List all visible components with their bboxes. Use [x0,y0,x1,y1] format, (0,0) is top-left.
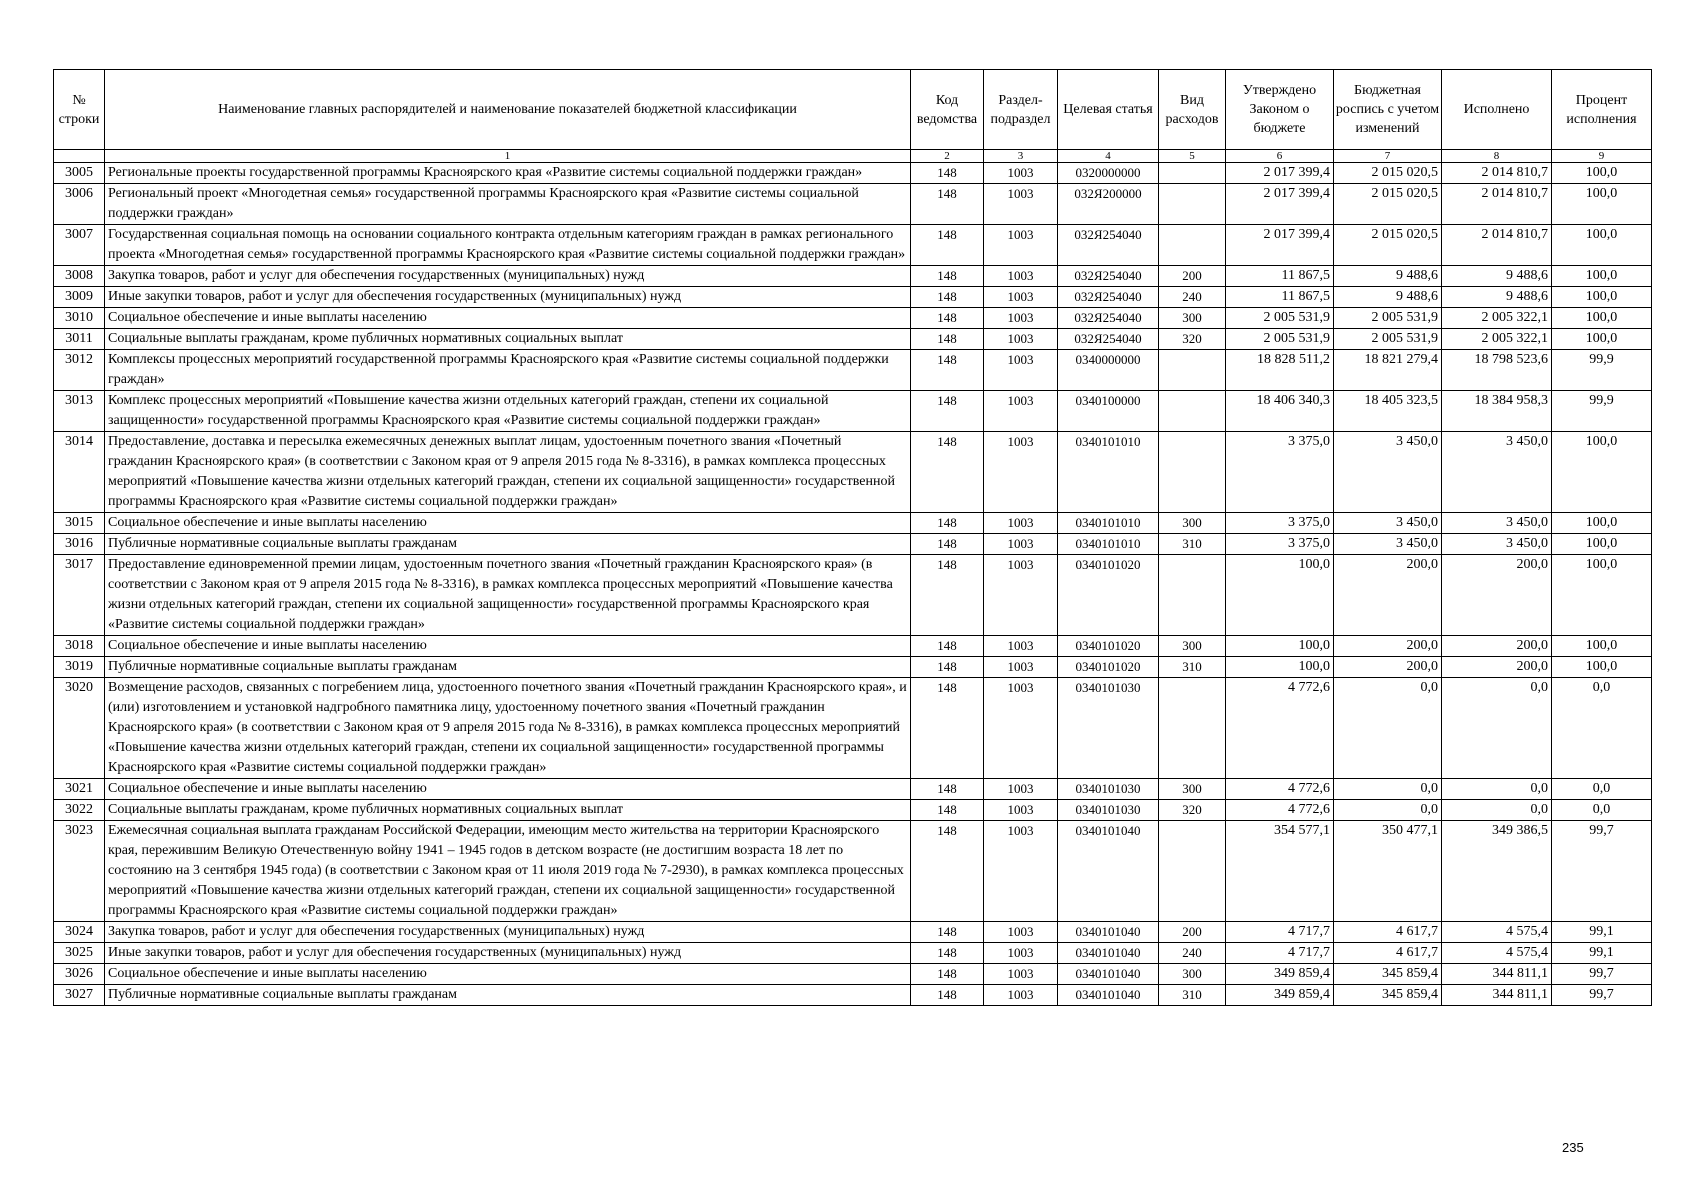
row-budget-list: 3 450,0 [1334,534,1442,555]
row-number: 3020 [54,678,105,779]
row-number: 3006 [54,184,105,225]
row-expense-type [1159,391,1226,432]
row-number: 3019 [54,657,105,678]
row-dept-code: 148 [911,266,984,287]
row-section: 1003 [984,922,1058,943]
row-executed: 2 014 810,7 [1442,184,1552,225]
row-expense-type [1159,225,1226,266]
row-executed: 0,0 [1442,800,1552,821]
row-expense-type: 320 [1159,329,1226,350]
row-number: 3013 [54,391,105,432]
column-number: 7 [1334,150,1442,163]
row-number: 3012 [54,350,105,391]
header-executed: Исполнено [1442,70,1552,150]
table-row [54,534,1652,555]
row-number: 3010 [54,308,105,329]
row-budget-list: 3 450,0 [1334,513,1442,534]
budget-table [53,69,1652,1006]
row-target: 032Я254040 [1058,308,1159,329]
row-target: 0340101020 [1058,657,1159,678]
row-budget-list: 0,0 [1334,779,1442,800]
row-executed: 349 386,5 [1442,821,1552,922]
row-name: Социальное обеспечение и иные выплаты населению [105,513,911,534]
row-dept-code: 148 [911,985,984,1006]
table-row [54,432,1652,513]
column-number: 4 [1058,150,1159,163]
row-dept-code: 148 [911,287,984,308]
row-approved: 4 772,6 [1226,800,1334,821]
row-percent: 0,0 [1552,779,1652,800]
row-name: Закупка товаров, работ и услуг для обеспечения государственных (муниципальных) нужд [105,266,911,287]
row-executed: 3 450,0 [1442,432,1552,513]
row-approved: 2 017 399,4 [1226,184,1334,225]
row-number: 3011 [54,329,105,350]
row-target: 0340101020 [1058,636,1159,657]
table-row [54,943,1652,964]
table-row [54,922,1652,943]
row-name: Социальное обеспечение и иные выплаты населению [105,636,911,657]
row-target: 0340101010 [1058,534,1159,555]
row-section: 1003 [984,513,1058,534]
row-target: 0340101040 [1058,943,1159,964]
row-dept-code: 148 [911,678,984,779]
row-name: Социальные выплаты гражданам, кроме публичных нормативных социальных выплат [105,800,911,821]
row-dept-code: 148 [911,350,984,391]
row-section: 1003 [984,266,1058,287]
row-target: 032Я254040 [1058,266,1159,287]
table-row [54,636,1652,657]
row-executed: 18 384 958,3 [1442,391,1552,432]
row-section: 1003 [984,636,1058,657]
row-target: 0340101030 [1058,800,1159,821]
row-target: 0320000000 [1058,163,1159,184]
row-budget-list: 2 015 020,5 [1334,163,1442,184]
table-row [54,513,1652,534]
table-row [54,985,1652,1006]
row-executed: 3 450,0 [1442,534,1552,555]
row-executed: 200,0 [1442,657,1552,678]
row-name: Публичные нормативные социальные выплаты гражданам [105,657,911,678]
row-percent: 100,0 [1552,225,1652,266]
row-section: 1003 [984,657,1058,678]
table-row [54,678,1652,779]
row-expense-type [1159,555,1226,636]
row-name: Социальное обеспечение и иные выплаты населению [105,779,911,800]
row-target: 0340101020 [1058,555,1159,636]
row-target: 0340101030 [1058,678,1159,779]
row-budget-list: 2 005 531,9 [1334,308,1442,329]
row-name: Региональный проект «Многодетная семья» государственной программы Красноярского края «Развитие системы социальной поддержки граждан» [105,184,911,225]
row-name: Ежемесячная социальная выплата гражданам Российской Федерации, имеющим место жительства на территории Красноярского края, пережившим Великую Отечественную войну 1941 – 1945 годов в детском возрасте (не достигшим возраста 18 лет по состоянию на 3 сентября 1945 года) (в соответствии с Законом края от 11 июля 2019 года № 7-2930), в рамках комплекса процессных мероприятий «Повышение качества жизни отдельных категорий граждан, степени их социальной защищенности» государственной программы Красноярского края «Развитие системы социальной поддержки граждан» [105,821,911,922]
row-approved: 349 859,4 [1226,964,1334,985]
column-number: 2 [911,150,984,163]
row-budget-list: 2 005 531,9 [1334,329,1442,350]
row-section: 1003 [984,985,1058,1006]
row-executed: 200,0 [1442,636,1552,657]
row-percent: 100,0 [1552,163,1652,184]
row-target: 032Я254040 [1058,225,1159,266]
row-expense-type: 320 [1159,800,1226,821]
row-budget-list: 18 405 323,5 [1334,391,1442,432]
row-target: 0340101040 [1058,821,1159,922]
row-approved: 18 828 511,2 [1226,350,1334,391]
row-target: 0340101040 [1058,985,1159,1006]
row-section: 1003 [984,184,1058,225]
header-target: Целевая статья [1058,70,1159,150]
table-row [54,555,1652,636]
row-budget-list: 4 617,7 [1334,922,1442,943]
row-executed: 9 488,6 [1442,266,1552,287]
column-number [54,150,105,163]
table-row [54,184,1652,225]
row-dept-code: 148 [911,184,984,225]
table-row [54,163,1652,184]
row-number: 3026 [54,964,105,985]
row-approved: 4 717,7 [1226,922,1334,943]
table-body [54,163,1652,1006]
header-budget-list: Бюджетная роспись с учетом изменений [1334,70,1442,150]
row-dept-code: 148 [911,308,984,329]
row-dept-code: 148 [911,163,984,184]
row-executed: 2 014 810,7 [1442,225,1552,266]
row-budget-list: 2 015 020,5 [1334,184,1442,225]
row-percent: 100,0 [1552,636,1652,657]
row-approved: 2 005 531,9 [1226,308,1334,329]
row-name: Социальные выплаты гражданам, кроме публичных нормативных социальных выплат [105,329,911,350]
row-approved: 3 375,0 [1226,513,1334,534]
row-dept-code: 148 [911,329,984,350]
table-row [54,779,1652,800]
page-number: 235 [1562,1140,1584,1155]
row-approved: 349 859,4 [1226,985,1334,1006]
row-executed: 344 811,1 [1442,964,1552,985]
row-target: 032Я200000 [1058,184,1159,225]
row-name: Социальное обеспечение и иные выплаты населению [105,308,911,329]
row-expense-type [1159,821,1226,922]
header-section: Раздел-подраздел [984,70,1058,150]
row-percent: 100,0 [1552,329,1652,350]
row-percent: 99,1 [1552,943,1652,964]
row-number: 3005 [54,163,105,184]
row-approved: 3 375,0 [1226,432,1334,513]
column-number: 6 [1226,150,1334,163]
row-number: 3021 [54,779,105,800]
row-number: 3016 [54,534,105,555]
table-row [54,225,1652,266]
row-percent: 0,0 [1552,800,1652,821]
row-expense-type: 300 [1159,513,1226,534]
row-percent: 100,0 [1552,308,1652,329]
row-number: 3017 [54,555,105,636]
row-name: Иные закупки товаров, работ и услуг для обеспечения государственных (муниципальных) нужд [105,287,911,308]
row-dept-code: 148 [911,922,984,943]
row-number: 3023 [54,821,105,922]
table-row [54,964,1652,985]
row-target: 032Я254040 [1058,329,1159,350]
row-expense-type: 310 [1159,657,1226,678]
row-executed: 18 798 523,6 [1442,350,1552,391]
row-target: 0340000000 [1058,350,1159,391]
row-expense-type: 310 [1159,534,1226,555]
row-budget-list: 0,0 [1334,800,1442,821]
row-name: Комплекс процессных мероприятий «Повышение качества жизни отдельных категорий граждан, степени их социальной защищенности» государственной программы Красноярского края «Развитие системы социальной поддержки граждан» [105,391,911,432]
row-section: 1003 [984,329,1058,350]
row-approved: 4 772,6 [1226,779,1334,800]
row-target: 0340101040 [1058,922,1159,943]
row-dept-code: 148 [911,534,984,555]
row-section: 1003 [984,800,1058,821]
row-expense-type [1159,350,1226,391]
row-executed: 344 811,1 [1442,985,1552,1006]
row-dept-code: 148 [911,821,984,922]
row-dept-code: 148 [911,800,984,821]
table-row [54,350,1652,391]
column-number: 8 [1442,150,1552,163]
table-row [54,266,1652,287]
row-executed: 3 450,0 [1442,513,1552,534]
row-approved: 2 017 399,4 [1226,163,1334,184]
row-dept-code: 148 [911,391,984,432]
row-section: 1003 [984,779,1058,800]
row-dept-code: 148 [911,964,984,985]
row-dept-code: 148 [911,779,984,800]
row-expense-type: 310 [1159,985,1226,1006]
row-target: 0340101010 [1058,432,1159,513]
header-row [54,70,1652,150]
row-approved: 4 772,6 [1226,678,1334,779]
row-dept-code: 148 [911,225,984,266]
row-expense-type: 200 [1159,922,1226,943]
table-row [54,329,1652,350]
header-percent: Процент исполнения [1552,70,1652,150]
table-row [54,308,1652,329]
row-number: 3009 [54,287,105,308]
row-budget-list: 200,0 [1334,636,1442,657]
row-number: 3027 [54,985,105,1006]
row-section: 1003 [984,225,1058,266]
row-number: 3018 [54,636,105,657]
row-expense-type: 300 [1159,964,1226,985]
header-expense-type: Вид расходов [1159,70,1226,150]
header-row-no: № строки [54,70,105,150]
row-name: Предоставление, доставка и пересылка ежемесячных денежных выплат лицам, удостоенным почетного звания «Почетный гражданин Красноярского края» (в соответствии с Законом края от 9 апреля 2015 года № 8-3316), в рамках комплекса процессных мероприятий «Повышение качества жизни отдельных категорий граждан, степени их социальной защищенности» государственной программы Красноярского края «Развитие системы социальной поддержки граждан» [105,432,911,513]
row-name: Публичные нормативные социальные выплаты гражданам [105,985,911,1006]
row-target: 0340101040 [1058,964,1159,985]
row-approved: 3 375,0 [1226,534,1334,555]
row-budget-list: 0,0 [1334,678,1442,779]
row-expense-type: 240 [1159,287,1226,308]
table-row [54,287,1652,308]
row-section: 1003 [984,391,1058,432]
row-dept-code: 148 [911,513,984,534]
row-budget-list: 345 859,4 [1334,985,1442,1006]
row-section: 1003 [984,678,1058,779]
row-number: 3014 [54,432,105,513]
row-budget-list: 200,0 [1334,657,1442,678]
row-expense-type: 300 [1159,779,1226,800]
row-expense-type: 200 [1159,266,1226,287]
row-name: Комплексы процессных мероприятий государственной программы Красноярского края «Развитие системы социальной поддержки граждан» [105,350,911,391]
row-section: 1003 [984,555,1058,636]
row-name: Государственная социальная помощь на основании социального контракта отдельным категориям граждан в рамках регионального проекта «Многодетная семья» государственной программы Красноярского края «Развитие системы социальной поддержки граждан» [105,225,911,266]
row-name: Возмещение расходов, связанных с погребением лица, удостоенного почетного звания «Почетный гражданин Красноярского края», и (или) изготовлением и установкой надгробного памятника лицу, удостоенному почетного звания «Почетный гражданин Красноярского края» (в соответствии с Законом края от 9 апреля 2015 года № 8-3316), в рамках комплекса процессных мероприятий «Повышение качества жизни отдельных категорий граждан, степени их социальной защищенности» государственной программы Красноярского края «Развитие системы социальной поддержки граждан» [105,678,911,779]
row-percent: 0,0 [1552,678,1652,779]
header-approved: Утверждено Законом о бюджете [1226,70,1334,150]
row-percent: 99,7 [1552,985,1652,1006]
row-section: 1003 [984,534,1058,555]
column-number-row [54,150,1652,163]
row-expense-type [1159,432,1226,513]
row-percent: 99,9 [1552,350,1652,391]
row-name: Предоставление единовременной премии лицам, удостоенным почетного звания «Почетный гражданин Красноярского края» (в соответствии с Законом края от 9 апреля 2015 года № 8-3316), в рамках комплекса процессных мероприятий «Повышение качества жизни отдельных категорий граждан, степени их социальной защищенности» государственной программы Красноярского края «Развитие системы социальной поддержки граждан» [105,555,911,636]
row-section: 1003 [984,308,1058,329]
row-expense-type [1159,163,1226,184]
row-dept-code: 148 [911,555,984,636]
row-section: 1003 [984,821,1058,922]
row-budget-list: 18 821 279,4 [1334,350,1442,391]
row-executed: 4 575,4 [1442,943,1552,964]
row-percent: 100,0 [1552,266,1652,287]
row-budget-list: 350 477,1 [1334,821,1442,922]
row-executed: 0,0 [1442,678,1552,779]
row-number: 3025 [54,943,105,964]
row-approved: 100,0 [1226,555,1334,636]
row-section: 1003 [984,432,1058,513]
row-expense-type: 240 [1159,943,1226,964]
row-executed: 200,0 [1442,555,1552,636]
table-row [54,821,1652,922]
row-expense-type [1159,678,1226,779]
row-target: 0340101030 [1058,779,1159,800]
row-budget-list: 2 015 020,5 [1334,225,1442,266]
row-target: 0340101010 [1058,513,1159,534]
row-dept-code: 148 [911,432,984,513]
row-percent: 99,9 [1552,391,1652,432]
column-number: 3 [984,150,1058,163]
row-expense-type: 300 [1159,636,1226,657]
row-approved: 2 017 399,4 [1226,225,1334,266]
table-row [54,657,1652,678]
row-percent: 99,7 [1552,821,1652,922]
row-section: 1003 [984,163,1058,184]
row-approved: 11 867,5 [1226,266,1334,287]
row-dept-code: 148 [911,657,984,678]
row-approved: 354 577,1 [1226,821,1334,922]
row-section: 1003 [984,943,1058,964]
row-number: 3008 [54,266,105,287]
row-budget-list: 200,0 [1334,555,1442,636]
row-percent: 100,0 [1552,555,1652,636]
row-percent: 99,7 [1552,964,1652,985]
row-percent: 100,0 [1552,287,1652,308]
row-approved: 2 005 531,9 [1226,329,1334,350]
row-executed: 0,0 [1442,779,1552,800]
row-percent: 100,0 [1552,657,1652,678]
row-expense-type [1159,184,1226,225]
row-budget-list: 4 617,7 [1334,943,1442,964]
row-section: 1003 [984,350,1058,391]
row-number: 3015 [54,513,105,534]
row-budget-list: 3 450,0 [1334,432,1442,513]
column-number: 5 [1159,150,1226,163]
row-approved: 100,0 [1226,657,1334,678]
row-dept-code: 148 [911,943,984,964]
header-dept-code: Код ведомства [911,70,984,150]
row-name: Иные закупки товаров, работ и услуг для обеспечения государственных (муниципальных) нужд [105,943,911,964]
row-number: 3024 [54,922,105,943]
row-executed: 2 005 322,1 [1442,329,1552,350]
row-name: Региональные проекты государственной программы Красноярского края «Развитие системы социальной поддержки граждан» [105,163,911,184]
row-budget-list: 9 488,6 [1334,287,1442,308]
column-number: 1 [105,150,911,163]
row-percent: 99,1 [1552,922,1652,943]
row-percent: 100,0 [1552,534,1652,555]
row-section: 1003 [984,964,1058,985]
row-executed: 4 575,4 [1442,922,1552,943]
row-approved: 100,0 [1226,636,1334,657]
row-percent: 100,0 [1552,184,1652,225]
row-budget-list: 345 859,4 [1334,964,1442,985]
row-budget-list: 9 488,6 [1334,266,1442,287]
row-name: Закупка товаров, работ и услуг для обеспечения государственных (муниципальных) нужд [105,922,911,943]
table-row [54,391,1652,432]
row-approved: 11 867,5 [1226,287,1334,308]
row-dept-code: 148 [911,636,984,657]
table-row [54,800,1652,821]
row-section: 1003 [984,287,1058,308]
row-approved: 4 717,7 [1226,943,1334,964]
row-target: 032Я254040 [1058,287,1159,308]
row-number: 3007 [54,225,105,266]
row-name: Публичные нормативные социальные выплаты гражданам [105,534,911,555]
row-executed: 2 014 810,7 [1442,163,1552,184]
row-executed: 9 488,6 [1442,287,1552,308]
row-percent: 100,0 [1552,513,1652,534]
column-number: 9 [1552,150,1652,163]
row-number: 3022 [54,800,105,821]
row-approved: 18 406 340,3 [1226,391,1334,432]
row-target: 0340100000 [1058,391,1159,432]
row-percent: 100,0 [1552,432,1652,513]
row-executed: 2 005 322,1 [1442,308,1552,329]
row-expense-type: 300 [1159,308,1226,329]
row-name: Социальное обеспечение и иные выплаты населению [105,964,911,985]
header-name: Наименование главных распорядителей и наименование показателей бюджетной классификации [105,70,911,150]
